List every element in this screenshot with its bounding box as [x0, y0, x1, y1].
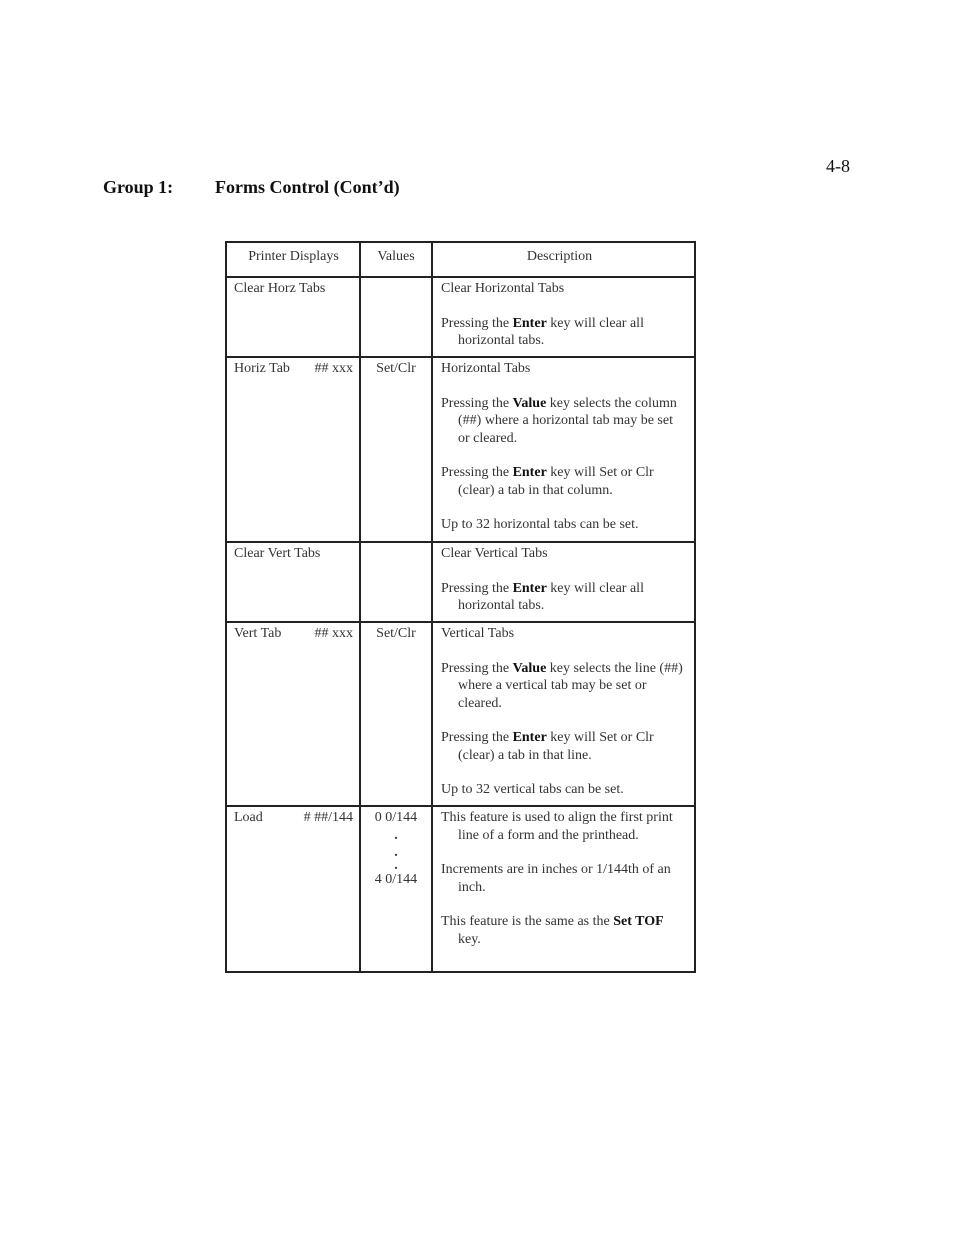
- key-name: Value: [512, 395, 547, 411]
- printer-display-cell: [227, 358, 361, 541]
- description-cell: [433, 623, 694, 805]
- display-name: Horiz Tab: [234, 361, 290, 376]
- text: This feature is the same as the: [441, 914, 614, 929]
- description-paragraph: [441, 464, 686, 499]
- text: Pressing the: [441, 730, 513, 745]
- key-name: Enter: [512, 315, 547, 331]
- value-ellipsis-dot: .: [394, 857, 398, 873]
- text: key selects the line (##) where a vertical tab may be set or cleared.: [458, 660, 683, 711]
- description-paragraph: [441, 395, 686, 448]
- text: key will Set or Clr (clear) a tab in that column.: [458, 465, 654, 498]
- description-paragraph: [441, 660, 686, 713]
- key-name: Enter: [512, 730, 547, 745]
- key-name: Enter: [512, 465, 547, 480]
- display-value: # ##/144: [303, 810, 353, 825]
- table-header-row: [227, 243, 694, 276]
- text: Pressing the: [441, 465, 513, 480]
- key-name: Enter: [512, 580, 547, 596]
- description-paragraph: [441, 913, 686, 948]
- description-title: Horizontal Tabs: [441, 361, 531, 376]
- display-name: Clear Vert Tabs: [234, 546, 321, 561]
- value-end: 4 0/144: [374, 871, 418, 887]
- section-title: Forms Control (Cont’d): [215, 177, 400, 197]
- display-name: Vert Tab: [234, 626, 282, 641]
- description-cell: [433, 807, 694, 971]
- table-row: [227, 805, 694, 971]
- description-cell: [433, 543, 694, 621]
- table-row: [227, 621, 694, 805]
- group-label: Group 1:: [103, 177, 174, 197]
- printer-display-cell: [227, 543, 361, 621]
- description-paragraph: Up to 32 vertical tabs can be set.: [441, 782, 624, 797]
- key-name: Value: [512, 660, 547, 676]
- description-paragraph: Increments are in inches or 1/144th of an inch.: [441, 862, 671, 895]
- description-paragraph: [441, 315, 686, 350]
- text: Pressing the: [441, 395, 513, 411]
- value-cell: [361, 543, 433, 621]
- table-row: [227, 541, 694, 621]
- description-title: Clear Horizontal Tabs: [441, 281, 565, 296]
- value-cell: [361, 807, 433, 971]
- display-value: ## xxx: [314, 626, 353, 641]
- value-cell: Set/Clr: [361, 358, 433, 541]
- display-name: Clear Horz Tabs: [234, 281, 326, 296]
- printer-display-cell: [227, 807, 361, 971]
- text: key.: [458, 931, 481, 947]
- printer-display-cell: [227, 278, 361, 356]
- header-values: Values: [361, 243, 433, 276]
- text: key selects the column (##) where a horizontal tab may be set or cleared.: [458, 395, 677, 446]
- description-title: Clear Vertical Tabs: [441, 546, 548, 561]
- value-ellipsis-dot: .: [394, 827, 398, 843]
- value-cell: Set/Clr: [361, 623, 433, 805]
- description-cell: [433, 278, 694, 356]
- description-paragraph: [441, 580, 686, 615]
- text: Pressing the: [441, 580, 513, 596]
- header-description: Description: [526, 249, 593, 264]
- description-paragraph: [441, 729, 686, 764]
- page-number: 4-8: [826, 156, 850, 176]
- value-start: 0 0/144: [374, 810, 418, 825]
- printer-display-cell: [227, 623, 361, 805]
- display-name: Load: [234, 810, 263, 825]
- table-row: [227, 356, 694, 541]
- description-cell: [433, 358, 694, 541]
- description-paragraph: This feature is used to align the first print line of a form and the printhead.: [441, 810, 673, 843]
- header-printer-displays: Printer Displays: [227, 243, 361, 276]
- key-name: Set TOF: [613, 914, 664, 929]
- description-title: Vertical Tabs: [441, 626, 515, 641]
- value-cell: [361, 278, 433, 356]
- text: key will Set or Clr (clear) a tab in that line.: [458, 730, 654, 763]
- text: key will clear all horizontal tabs.: [458, 580, 644, 613]
- table-row: [227, 276, 694, 356]
- display-value: ## xxx: [314, 361, 353, 376]
- text: Pressing the: [441, 660, 513, 676]
- text: key will clear all horizontal tabs.: [458, 315, 644, 348]
- forms-control-table: [225, 241, 696, 973]
- description-paragraph: Up to 32 horizontal tabs can be set.: [441, 517, 639, 532]
- text: Pressing the: [441, 315, 513, 331]
- value-ellipsis-dot: .: [394, 844, 398, 860]
